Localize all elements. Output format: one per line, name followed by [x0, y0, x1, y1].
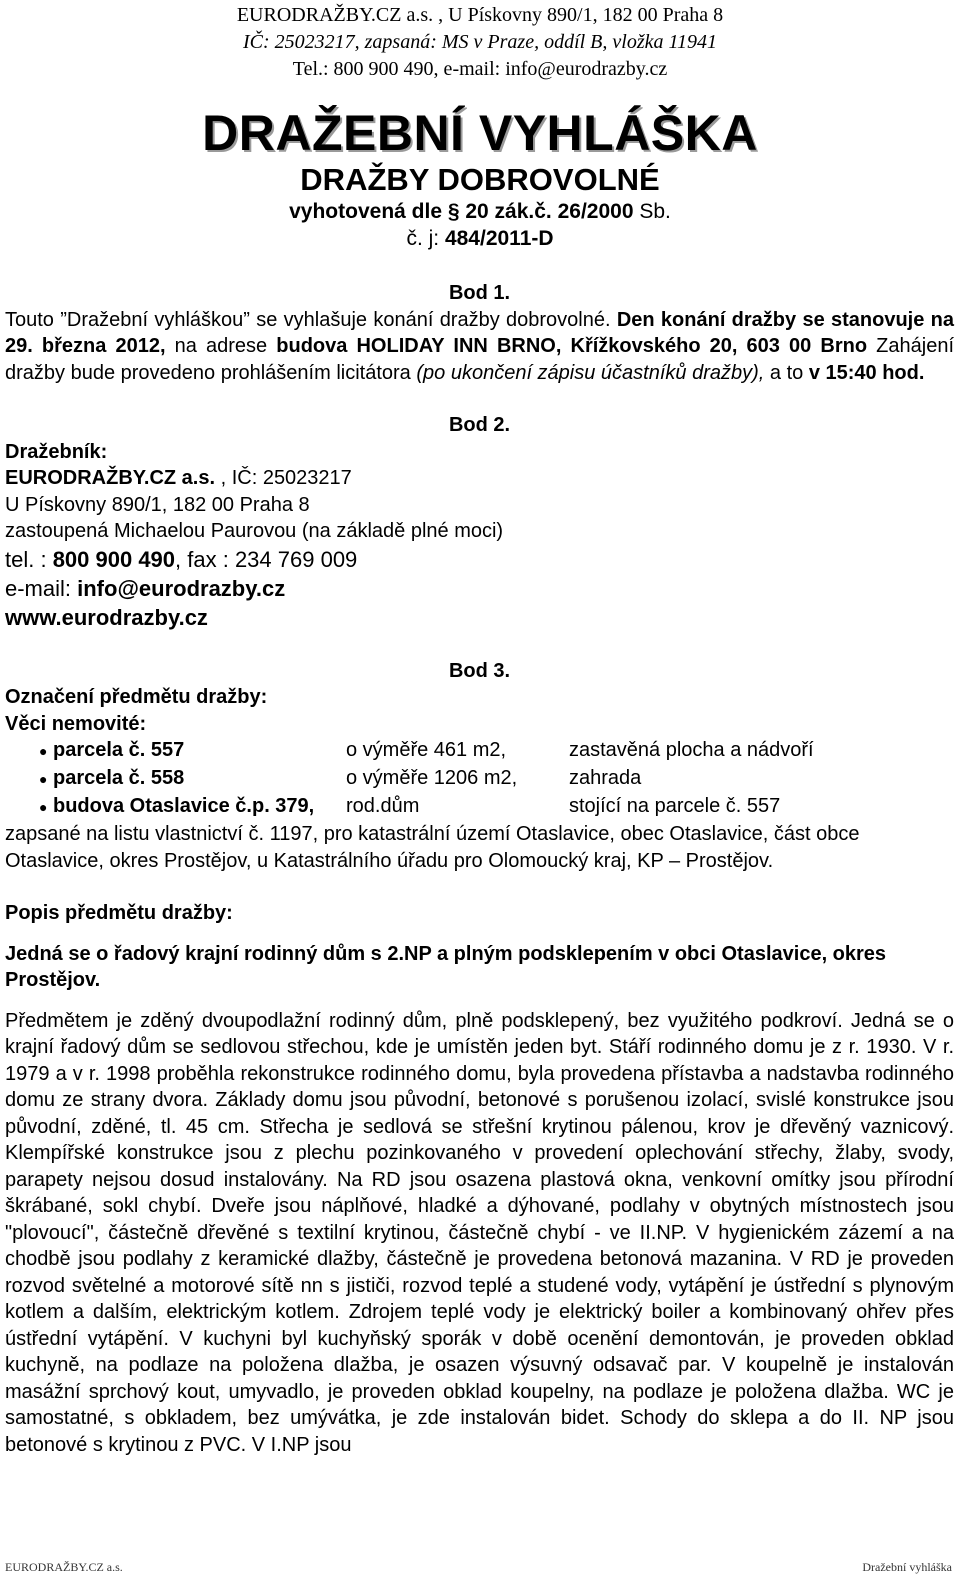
bod2-heading: Bod 2. [448, 414, 511, 436]
list-item [5, 737, 954, 765]
bod1-text-5: Zahájení dražby bude provedeno prohlášením licitátora [5, 335, 955, 384]
item-name: budova Otaslavice č.p. 379, [53, 795, 315, 817]
footer-doc-title: Dražební vyhláška [862, 1560, 952, 1574]
header-registration-line: IČ: 25023217, zapsaná: MS v Praze, oddíl B, vložka 11941 [242, 31, 718, 53]
case-ref-number: 484/2011-D [444, 227, 554, 250]
law-prefix: vyhotovená dle [289, 200, 448, 223]
header-company-line: EURODRAŽBY.CZ a.s. , U Pískovny 890/1, 182 00 Praha 8 [236, 4, 724, 26]
law-ref: 20 zák.č. 26/2000 [459, 200, 640, 223]
auctioneer-email-line [5, 574, 954, 603]
auctioneer-label: Dražebník: [5, 440, 108, 463]
bod1-date: Den konání dražby se stanovuje na 29. března 2012, [5, 308, 954, 357]
case-reference [0, 225, 960, 252]
subject-label: Označení předmětu dražby: [5, 686, 268, 708]
law-section-sign: § [447, 200, 460, 223]
auctioneer-ic: , IČ: 25023217 [215, 467, 352, 489]
footer-company: EURODRAŽBY.CZ a.s. [5, 1560, 123, 1574]
document-header [0, 0, 960, 83]
item-desc: zastavěná plocha a nádvoří [569, 739, 814, 761]
document-body [0, 252, 960, 1458]
bullet-icon: ● [39, 743, 48, 759]
auctioneer-phone-line [5, 545, 954, 574]
item-desc: zahrada [569, 767, 642, 789]
item-area: o výměře 461 m2, [346, 739, 507, 761]
registry-paragraph: zapsané na listu vlastnictví č. 1197, pro katastrální území Otaslavice, obec Otaslavice, část obce Otaslavice, okres Prostějov, u Katastrálního úřadu pro Olomoucký kraj, KP – Prostějov. [5, 823, 860, 872]
bullet-icon: ● [39, 771, 48, 787]
property-label: Věci nemovité: [5, 712, 147, 735]
bod1-venue: budova HOLIDAY INN BRNO, Křížkovského 20, 603 00 Brno [276, 335, 868, 357]
law-sb: Sb. [639, 200, 671, 223]
fax-number: , fax : 234 769 009 [175, 546, 358, 572]
title-block [0, 105, 960, 252]
page-footer [0, 1559, 960, 1577]
bod1-heading: Bod 1. [448, 282, 511, 304]
list-item [5, 793, 954, 821]
document-subtitle: DRAŽBY DOBROVOLNÉ [300, 162, 660, 197]
bod1-text-3: na adrese [165, 335, 277, 357]
tel-number: 800 900 490 [52, 546, 176, 572]
email-prefix: e-mail: [5, 575, 78, 601]
auctioneer-name: EURODRAŽBY.CZ a.s. [5, 467, 216, 489]
auctioneer-address: U Pískovny 890/1, 182 00 Praha 8 [5, 493, 310, 516]
bod1-paragraph [5, 307, 954, 387]
auctioneer-name-line [5, 465, 954, 492]
law-reference [0, 198, 960, 225]
item-area: rod.dům [346, 795, 420, 817]
description-paragraph: Předmětem je zděný dvoupodlažní rodinný dům, plně podsklepený, bez využitého podkroví. Jedná se o krajní řadový dům se sedlovou střechou, kde je umístěn jeden byt. Stáří rodinného domu je z r. 1930. V r. 1979 a v r. 1998 proběhla rekonstrukce rodinného domu, byla provedena přístavba a nadstavba rodinného domu ze strany dvora. Základy domu jsou původní, betonové s porušenou izolací, svislé konstrukce jsou původní, zděné, tl. 45 cm. Střecha je sedlová se střešní krytinou pálenou, krov je dřevěný vaznicový. Klempířské konstrukce jsou z plechu pozinkovaného v provedení oplechování střechy, žlaby, svody, parapety nejsou dosud instalovány. Na RD jsou osazena plastová okna, venkovní omítky jsou přírodní škrábané, sokl chybí. Dveře jsou náplňové, hladké a dýhované, podlahy v obytných místnostech jsou "plovoucí", částečně dřevěné s textilní krytinou, částečně chybí - ve II.NP. V hygienickém zázemí a na chodbě jsou podlahy z keramické dlažby, částečně je provedena betonová mazanina. V RD je proveden rozvod světelné a motorové sítě nn s jističi, rozvod teplé a studené vody, vytápění je ústřední s plynovým kotlem a dalším, elektrickým kotlem. Zdrojem teplé vody je elektrický boiler a kombinovaný ohřev přes ústřední vytápění. V kuchyni byl kuchyňský sporák v době ocenění demontován, je proveden obklad kuchyně, na podlaze na položena dlažba, je osazen výsuvný odsavač par. V koupelně je instalován masážní sprchový kout, umyvadlo, je proveden obklad koupelny, na podlaze je položena dlažba. WC je samostatné, s obkladem, bez umývátka, je zde instalován bidet. Schody do sklepa a do II. NP jsou betonové s krytinou z PVC. V I.NP jsou [5, 1009, 954, 1456]
header-contact-line: Tel.: 800 900 490, e-mail: info@eurodrazby.cz [292, 58, 668, 80]
tel-prefix: tel. : [5, 546, 53, 572]
bod1-text-7: a to [764, 361, 809, 384]
bod3-heading: Bod 3. [448, 659, 511, 682]
item-name: parcela č. 557 [53, 739, 185, 761]
list-item [5, 765, 954, 793]
auctioneer-representative: zastoupená Michaelou Paurovou (na základě plné moci) [5, 520, 504, 542]
bod1-time: v 15:40 hod. [808, 361, 925, 384]
bullet-icon: ● [39, 799, 48, 815]
case-ref-prefix: č. j: [406, 227, 445, 250]
item-area: o výměře 1206 m2, [346, 767, 518, 789]
item-desc: stojící na parcele č. 557 [569, 795, 781, 817]
item-name: parcela č. 558 [53, 767, 185, 789]
bod1-text-1: Touto ”Dražební vyhláškou” se vyhlašuje konání dražby dobrovolné. [5, 308, 617, 331]
website-link[interactable]: www.eurodrazby.cz [5, 604, 208, 630]
description-summary: Jedná se o řadový krajní rodinný dům s 2.NP a plným podsklepením v obci Otaslavice, okres Prostějov. [5, 942, 887, 991]
property-list [5, 737, 954, 821]
email-link[interactable]: info@eurodrazby.cz [77, 575, 286, 601]
document-title: DRAŽEBNÍ VYHLÁŠKA [202, 105, 758, 161]
description-label: Popis předmětu dražby: [5, 902, 233, 924]
bod1-note: (po ukončení zápisu účastníků dražby), [416, 361, 765, 384]
